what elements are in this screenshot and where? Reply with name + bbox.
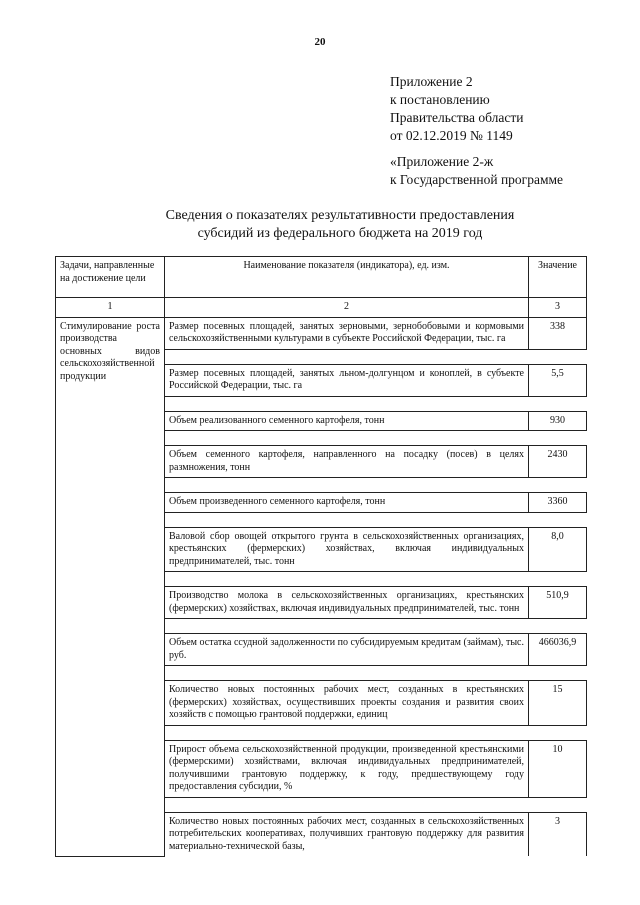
indicator-cell: Прирост объема сельскохозяйственной продукции, произведенной крестьянскими (фермерскими) хозяйствами, включая индивидуальных предпринимателей, получившими грантовую поддержку, к году, предшествующему году предоставления субсидии, % bbox=[165, 740, 529, 797]
value-cell: 3 bbox=[529, 812, 587, 856]
appendix-line: от 02.12.2019 № 1149 bbox=[390, 128, 513, 143]
indicator-cell: Объем реализованного семенного картофеля, тонн bbox=[165, 411, 529, 431]
table-header-row bbox=[56, 257, 587, 298]
column-number-row bbox=[56, 298, 587, 318]
value-cell: 5,5 bbox=[529, 364, 587, 396]
page-number: 20 bbox=[314, 36, 326, 48]
title-line-2: субсидий из федерального бюджета на 2019 год bbox=[197, 226, 483, 241]
table-row bbox=[56, 317, 587, 349]
value-cell: 338 bbox=[529, 317, 587, 349]
indicator-cell: Объем произведенного семенного картофеля, тонн bbox=[165, 493, 529, 513]
value-cell: 10 bbox=[529, 740, 587, 797]
value-cell: 2430 bbox=[529, 446, 587, 478]
indicator-cell: Объем остатка ссудной задолженности по субсидируемым кредитам (займам), тыс. руб. bbox=[165, 634, 529, 666]
column-number: 3 bbox=[529, 298, 587, 318]
document-title bbox=[60, 207, 620, 243]
value-cell: 466036,9 bbox=[529, 634, 587, 666]
header-value: Значение bbox=[529, 257, 587, 298]
indicator-cell: Размер посевных площадей, занятых льном-долгунцом и коноплей, в субъекте Российской Федерации, тыс. га bbox=[165, 364, 529, 396]
appendix-line: Приложение 2 bbox=[390, 74, 473, 89]
header-indicator: Наименование показателя (индикатора), ед. изм. bbox=[165, 257, 529, 298]
indicator-cell: Производство молока в сельскохозяйственных организациях, крестьянских (фермерских) хозяйствах, включая индивидуальных предпринимателей, тыс. тонн bbox=[165, 587, 529, 619]
indicator-cell: Количество новых постоянных рабочих мест, созданных в крестьянских (фермерских) хозяйствах, осуществивших проекты создания и развития своих хозяйств с помощью грантовой поддержки, единиц bbox=[165, 681, 529, 726]
value-cell: 3360 bbox=[529, 493, 587, 513]
indicator-cell: Размер посевных площадей, занятых зерновыми, зернобобовыми и кормовыми сельскохозяйственными культурами в субъекте Российской Федерации, тыс. га bbox=[165, 317, 529, 349]
title-line-1: Сведения о показателях результативности предоставления bbox=[165, 208, 515, 223]
value-cell: 930 bbox=[529, 411, 587, 431]
value-cell: 15 bbox=[529, 681, 587, 726]
indicators-table bbox=[55, 256, 587, 857]
indicator-cell: Валовой сбор овощей открытого грунта в сельскохозяйственных организациях, крестьянских (фермерских) хозяйствах, включая индивидуальных предпринимателей, тыс. тонн bbox=[165, 527, 529, 572]
program-reference bbox=[390, 153, 563, 189]
indicator-cell: Объем семенного картофеля, направленного на посадку (посев) в целях размножения, тонн bbox=[165, 446, 529, 478]
column-number: 2 bbox=[165, 298, 529, 318]
program-ref-line: «Приложение 2-ж bbox=[390, 154, 494, 169]
appendix-block bbox=[390, 73, 523, 145]
task-cell: Стимулирование роста производства основных видов сельскохозяйственной продукции bbox=[56, 317, 165, 856]
value-cell: 510,9 bbox=[529, 587, 587, 619]
column-number: 1 bbox=[56, 298, 165, 318]
value-cell: 8,0 bbox=[529, 527, 587, 572]
appendix-line: к постановлению bbox=[390, 92, 490, 107]
header-task: Задачи, направленные на достижение цели bbox=[56, 257, 165, 298]
appendix-line: Правительства области bbox=[390, 110, 524, 125]
program-ref-line: к Государственной программе bbox=[390, 172, 564, 187]
indicator-cell: Количество новых постоянных рабочих мест, созданных в сельскохозяйственных потребительских кооперативах, получивших грантовую поддержку для развития материально-технической базы, bbox=[165, 812, 529, 856]
